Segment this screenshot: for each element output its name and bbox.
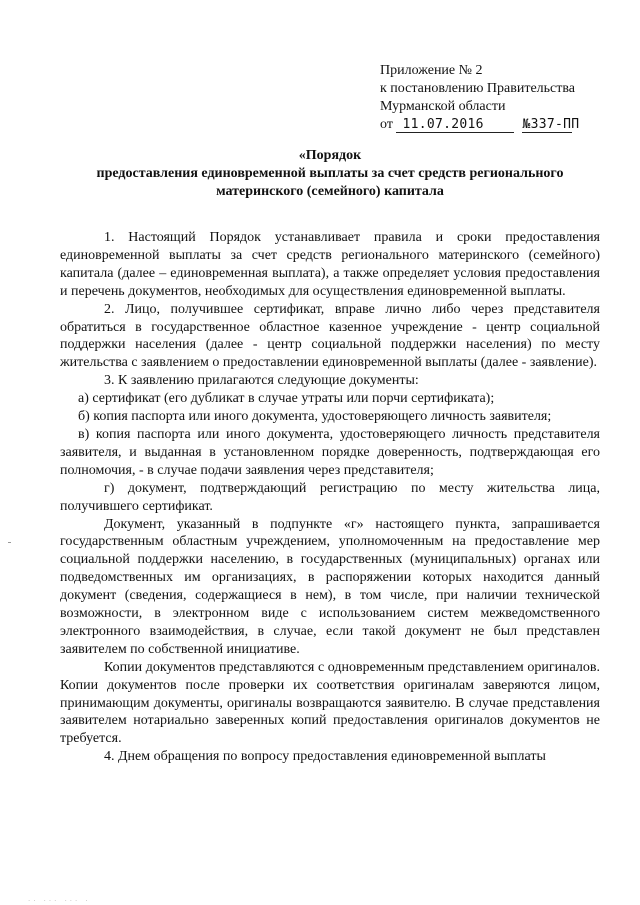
document-body — [60, 229, 600, 766]
list-item-v: в) копия паспорта или иного документа, удостоверяющего личность представителя заявителя, и выданная в установленном порядке доверенность, подтверждающая его полномочия, - в случае подачи заявления через представителя; — [60, 426, 600, 478]
paragraph-4: 4. Днем обращения по вопросу предоставления единовременной выплаты — [104, 749, 546, 765]
appendix-header — [380, 62, 580, 134]
list-item-g: г) документ, подтверждающий регистрацию по месту жительства лица, получившего сертификат. — [60, 480, 600, 514]
decree-date: 11.07.2016 — [396, 118, 514, 133]
list-item-b: б) копия паспорта или иного документа, удостоверяющего личность заявителя; — [78, 409, 552, 425]
footer-scan-marks: ·· ··· ··· · — [28, 897, 91, 905]
date-prefix: от — [380, 117, 393, 132]
paragraph-copies: Копии документов представляются с одновременным представлением оригиналов. Копии документов после проверки их соответствия оригиналам заверяются лицом, принимающим документы, оригиналы возвращаются заявителю. В случае представления заявителем нотариально заверенных копий предоставления оригиналов документов не требуется. — [60, 659, 600, 747]
paragraph-2: 2. Лицо, получившее сертификат, вправе лично либо через представителя обратиться в государственное областное казенное учреждение - центр социальной поддержки населения (далее - центр социальной поддержки населения) по месту жительства с заявлением о предоставлении единовременной выплаты (далее - заявление). — [60, 301, 600, 371]
appendix-ref-line: к постановлению Правительства — [380, 81, 576, 96]
title-line-3: материнского (семейного) капитала — [216, 184, 444, 199]
appendix-date-line — [380, 116, 580, 134]
title-line-1: «Порядок — [298, 148, 362, 163]
scan-margin-mark — [8, 542, 11, 543]
paragraph-1: 1. Настоящий Порядок устанавливает правила и сроки предоставления единовременной выплаты за счет средств регионального материнского (семейного) капитала (далее – единовременная выплата), а также определяет условия предоставления и перечень документов, необходимых для осуществления единовременной выплаты. — [60, 230, 600, 299]
title-line-2: предоставления единовременной выплаты за счет средств регионального — [96, 166, 564, 181]
document-title — [60, 147, 600, 201]
decree-number: №337-ПП — [522, 117, 580, 132]
list-item-a: а) сертификат (его дубликат в случае утраты или порчи сертификата); — [78, 391, 495, 407]
appendix-number: Приложение № 2 — [380, 63, 483, 78]
paragraph-3: 3. К заявлению прилагаются следующие документы: — [104, 373, 419, 389]
paragraph-document-request: Документ, указанный в подпункте «г» настоящего пункта, запрашивается государственным областным учреждением, уполномоченным на предоставление мер социальной поддержки населению, в государственных (муниципальных) органах или подведомственных им организациях, в распоряжении которых находится данный документ (сведения, содержащиеся в нем), в том числе, при наличии технической возможности, в электронном виде с использованием систем межведомственного электронного взаимодействия, в случае, если такой документ не был представлен заявителем по собственной инициативе. — [60, 516, 600, 657]
appendix-region-line: Мурманской области — [380, 99, 506, 114]
